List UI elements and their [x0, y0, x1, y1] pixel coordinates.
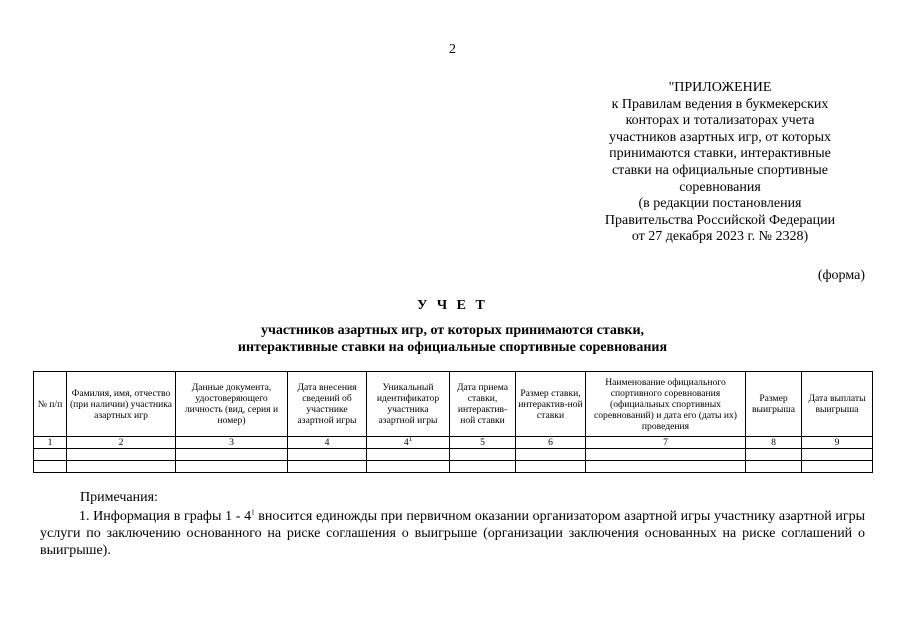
table-cell	[67, 449, 176, 461]
table-cell	[450, 449, 516, 461]
appendix-line: к Правилам ведения в букмекерских	[611, 96, 829, 112]
table-cell	[176, 449, 288, 461]
table-cell	[367, 449, 450, 461]
note-item-1	[40, 508, 865, 559]
table-cell	[34, 449, 67, 461]
column-header: Уникальный идентификатор участника азартной игры	[367, 372, 450, 437]
note-superscript: 1	[251, 508, 255, 517]
appendix-line: конторах и тотализаторах учета	[625, 113, 815, 129]
appendix-block	[555, 80, 885, 246]
note-text-end: вносится единожды при первичном оказании организатором азартной игры участнику азартной игры услуги по заключению основанного на риске соглашения о выигрыше (организации заключения основанных на риске соглашений о выигрыше).	[40, 509, 865, 558]
table-cell	[516, 461, 586, 473]
page-number: 2	[449, 42, 456, 57]
column-number: 1	[34, 437, 67, 449]
column-header: Наименование официального спортивного соревнования (официальных спортивных соревнований) и дата его (даты их) проведения	[586, 372, 746, 437]
table-row	[34, 461, 873, 473]
table-cell	[176, 461, 288, 473]
column-number: 7	[586, 437, 746, 449]
table-cell	[288, 449, 367, 461]
column-header: Размер ставки, интерактив-ной ставки	[516, 372, 586, 437]
column-header: Данные документа, удостоверяющего личность (вид, серия и номер)	[176, 372, 288, 437]
table-cell	[516, 449, 586, 461]
table-cell	[586, 449, 746, 461]
appendix-line: участников азартных игр, от которых	[609, 129, 831, 145]
column-header: Размер выигрыша	[746, 372, 802, 437]
column-number: 4	[288, 437, 367, 449]
table-cell	[746, 461, 802, 473]
column-header: № п/п	[34, 372, 67, 437]
notes-title: Примечания:	[80, 490, 158, 505]
column-number-row	[34, 437, 873, 449]
table-row	[34, 449, 873, 461]
note-text-start: 1. Информация в графы 1 - 4	[79, 509, 252, 524]
table-cell	[586, 461, 746, 473]
column-header: Дата приема ставки, интерактив-ной ставки	[450, 372, 516, 437]
column-number: 5	[450, 437, 516, 449]
column-number: 2	[67, 437, 176, 449]
appendix-line: от 27 декабря 2023 г. № 2328)	[631, 229, 809, 245]
column-header: Дата выплаты выигрыша	[802, 372, 873, 437]
table-header-row	[34, 372, 873, 437]
subtitle-line: интерактивные ставки на официальные спортивные соревнования	[237, 340, 668, 355]
column-number	[367, 434, 450, 449]
table-cell	[34, 461, 67, 473]
appendix-line: соревнования	[679, 179, 761, 195]
column-number-value: 4	[403, 437, 409, 448]
column-number-superscript: 1	[408, 434, 413, 443]
appendix-heading: "ПРИЛОЖЕНИЕ	[668, 80, 772, 95]
appendix-line: принимаются ставки, интерактивные	[609, 146, 831, 162]
appendix-line: (в редакции постановления	[638, 196, 802, 212]
column-number: 9	[802, 437, 873, 449]
table-cell	[802, 461, 873, 473]
table-cell	[802, 449, 873, 461]
document-title: У Ч Е Т	[417, 298, 488, 313]
appendix-line: Правительства Российской Федерации	[604, 212, 836, 228]
appendix-line: ставки на официальные спортивные	[611, 162, 829, 178]
column-number: 6	[516, 437, 586, 449]
column-number: 8	[746, 437, 802, 449]
registry-table	[33, 371, 873, 473]
subtitle-line: участников азартных игр, от которых принимаются ставки,	[260, 323, 645, 338]
table-cell	[367, 461, 450, 473]
column-number: 3	[176, 437, 288, 449]
table-cell	[67, 461, 176, 473]
table-cell	[450, 461, 516, 473]
form-label: (форма)	[817, 268, 865, 283]
table-cell	[746, 449, 802, 461]
column-header: Фамилия, имя, отчество (при наличии) участника азартных игр	[67, 372, 176, 437]
column-header: Дата внесения сведений об участнике азартной игры	[288, 372, 367, 437]
table-cell	[288, 461, 367, 473]
document-subtitle	[0, 322, 905, 356]
